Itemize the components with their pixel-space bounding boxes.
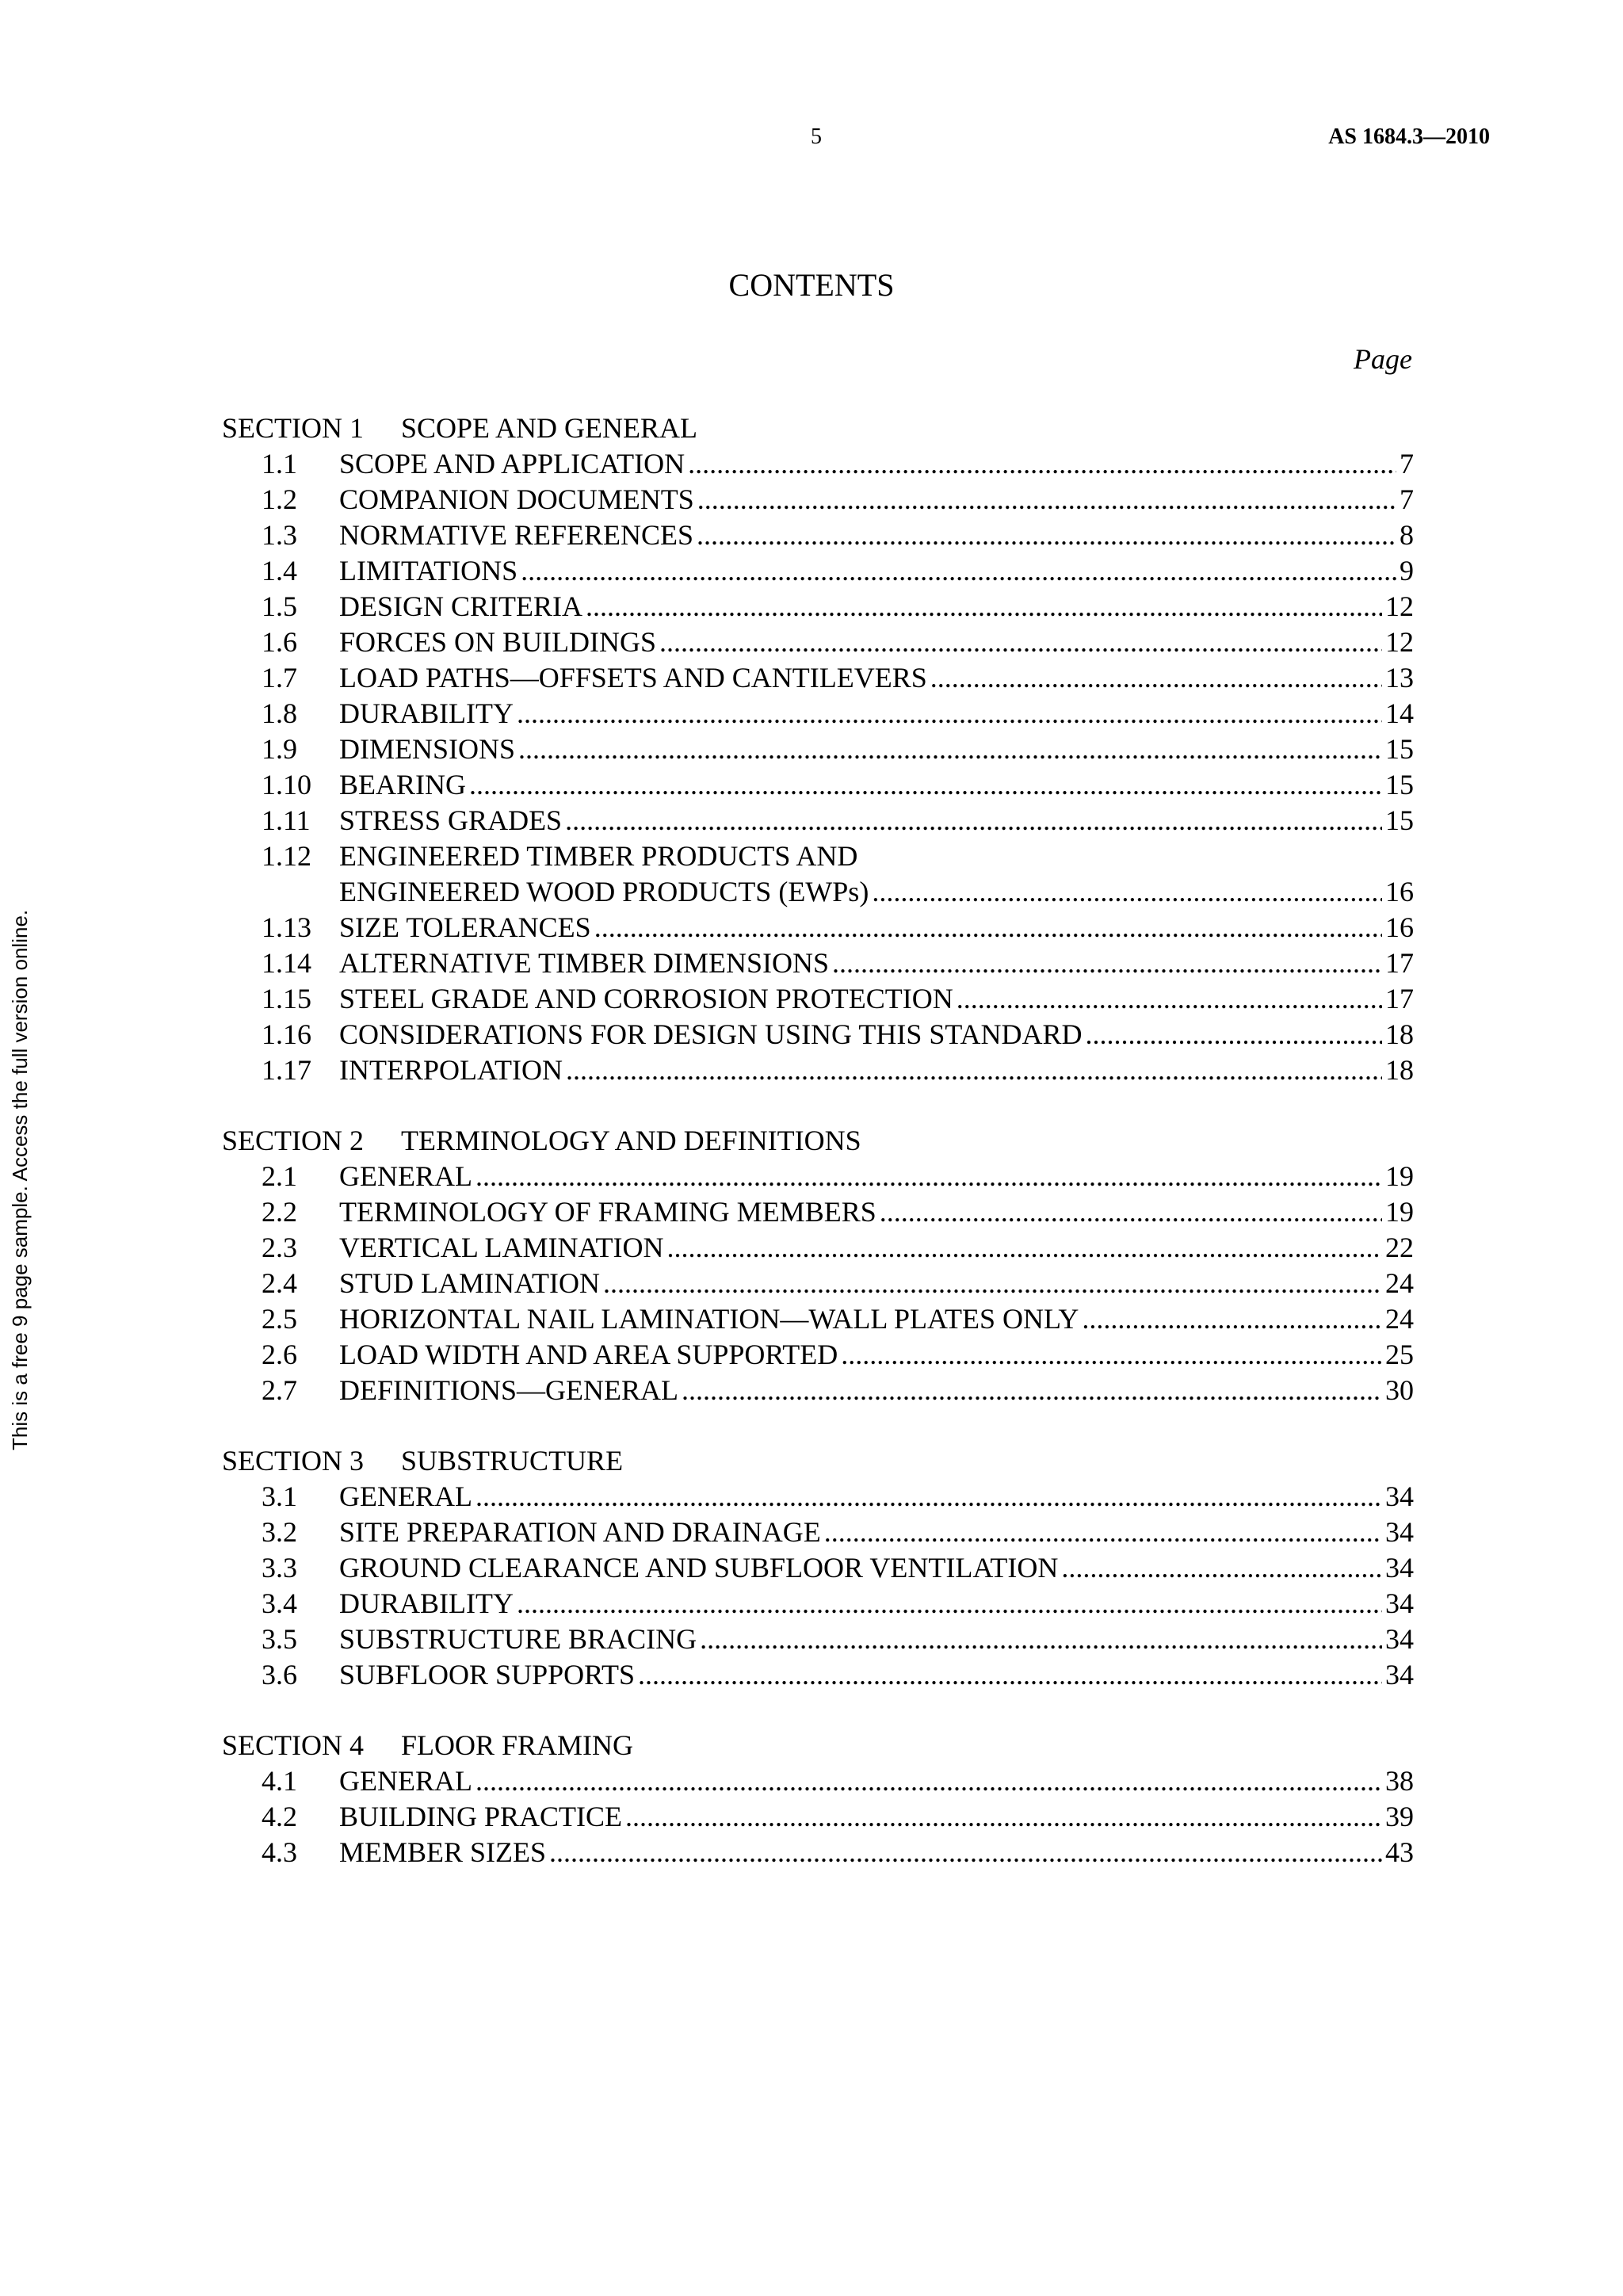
section-title: SUBSTRUCTURE [401,1445,624,1477]
toc-entry[interactable] [222,1301,1414,1337]
entry-number: 3.4 [262,1587,297,1619]
table-of-contents [222,411,1414,1905]
toc-entry[interactable] [222,1052,1414,1088]
toc-entry[interactable] [222,839,1414,910]
entry-title-line1: ENGINEERED TIMBER PRODUCTS AND [339,840,858,872]
entry-title: GENERAL [339,1765,472,1797]
entry-title: HORIZONTAL NAIL LAMINATION—WALL PLATES ONLY [339,1303,1079,1335]
entry-title: MEMBER SIZES [339,1836,547,1868]
entry-page-number: 8 [1400,519,1414,551]
entry-title: LOAD WIDTH AND AREA SUPPORTED [339,1339,838,1370]
entry-number: 1.2 [262,483,297,515]
entry-page-number: 16 [1385,876,1414,907]
dot-leader [594,910,1382,946]
toc-entry[interactable] [222,1194,1414,1230]
section-heading[interactable] [222,1443,1414,1479]
entry-page-number: 18 [1385,1018,1414,1050]
section-title: FLOOR FRAMING [401,1729,634,1761]
entry-number: 2.4 [262,1267,297,1299]
entry-title: SUBFLOOR SUPPORTS [339,1659,635,1690]
entry-title: GROUND CLEARANCE AND SUBFLOOR VENTILATION [339,1552,1059,1584]
entry-page-number: 34 [1385,1623,1414,1655]
entry-page-number: 22 [1385,1232,1414,1263]
entry-page-number: 19 [1385,1196,1414,1228]
entry-number: 3.5 [262,1623,297,1655]
dot-leader [517,696,1382,732]
entry-number: 2.7 [262,1374,297,1406]
dot-leader [841,1337,1382,1373]
dot-leader [475,1479,1382,1515]
entry-title: DURABILITY [339,1587,514,1619]
entry-number: 2.1 [262,1160,297,1192]
dot-leader [1086,1017,1382,1052]
dot-leader [824,1515,1382,1550]
toc-entry[interactable] [222,732,1414,767]
toc-entry[interactable] [222,1515,1414,1550]
entry-title-line2: ENGINEERED WOOD PRODUCTS (EWPs) [339,876,869,907]
entry-page-number: 18 [1385,1054,1414,1086]
toc-entry[interactable] [222,482,1414,518]
dot-leader [518,732,1382,767]
entry-page-number: 39 [1385,1801,1414,1832]
toc-section [222,1443,1414,1693]
toc-entry[interactable] [222,1799,1414,1835]
entry-number: 1.6 [262,626,297,658]
entry-title: GENERAL [339,1160,472,1192]
entry-title: GENERAL [339,1480,472,1512]
entry-number: 1.10 [262,769,311,800]
entry-page-number: 7 [1400,448,1414,479]
toc-entry[interactable] [222,589,1414,625]
entry-number: 3.1 [262,1480,297,1512]
entry-number: 1.5 [262,590,297,622]
section-label: SECTION 3 [222,1445,364,1477]
toc-entry[interactable] [222,1159,1414,1194]
section-heading[interactable] [222,1123,1414,1159]
toc-entry[interactable] [222,553,1414,589]
dot-leader [930,660,1382,696]
dot-leader [700,1622,1382,1657]
toc-entry[interactable] [222,1586,1414,1622]
entry-number: 1.16 [262,1018,311,1050]
dot-leader [566,1052,1382,1088]
entry-number: 1.3 [262,519,297,551]
entry-title: BEARING [339,769,466,800]
dot-leader [832,946,1382,981]
section-title: TERMINOLOGY AND DEFINITIONS [401,1125,861,1156]
entry-title: COMPANION DOCUMENTS [339,483,694,515]
entry-number: 3.6 [262,1659,297,1690]
page-number: 5 [811,124,822,149]
toc-section [222,1123,1414,1408]
dot-leader [659,625,1382,660]
toc-entry[interactable] [222,1337,1414,1373]
toc-entry[interactable] [222,660,1414,696]
dot-leader [517,1586,1382,1622]
entry-page-number: 17 [1385,947,1414,979]
entry-number: 1.15 [262,983,311,1014]
entry-page-number: 9 [1400,555,1414,586]
dot-leader [475,1159,1382,1194]
entry-number: 4.2 [262,1801,297,1832]
entry-number: 1.7 [262,662,297,693]
entry-title: LIMITATIONS [339,555,518,586]
entry-page-number: 12 [1385,626,1414,658]
entry-number: 2.5 [262,1303,297,1335]
entry-title: SIZE TOLERANCES [339,911,591,943]
sample-notice: This is a free 9 page sample. Access the full version online. [8,909,32,1450]
entry-title: DURABILITY [339,697,514,729]
entry-number: 1.8 [262,697,297,729]
dot-leader [625,1799,1382,1835]
entry-page-number: 19 [1385,1160,1414,1192]
entry-page-number: 7 [1400,483,1414,515]
entry-title [339,839,869,910]
toc-entry[interactable] [222,1622,1414,1657]
section-label: SECTION 4 [222,1729,364,1761]
entry-title: SUBSTRUCTURE BRACING [339,1623,697,1655]
entry-title: CONSIDERATIONS FOR DESIGN USING THIS STANDARD [339,1018,1083,1050]
entry-title: SCOPE AND APPLICATION [339,448,685,479]
entry-title: STRESS GRADES [339,804,563,836]
entry-title: STEEL GRADE AND CORROSION PROTECTION [339,983,953,1014]
toc-entry[interactable] [222,910,1414,946]
toc-section [222,411,1414,1088]
toc-entry[interactable] [222,767,1414,803]
entry-title: DEFINITIONS—GENERAL [339,1374,678,1406]
entry-page-number: 34 [1385,1659,1414,1690]
toc-entry[interactable] [222,1373,1414,1408]
entry-number: 2.2 [262,1196,297,1228]
entry-title: STUD LAMINATION [339,1267,600,1299]
toc-entry[interactable] [222,1550,1414,1586]
entry-number: 3.2 [262,1516,297,1548]
contents-title: CONTENTS [728,267,895,303]
entry-page-number: 13 [1385,662,1414,693]
toc-entry[interactable] [222,946,1414,981]
section-label: SECTION 2 [222,1125,364,1156]
entry-number: 1.9 [262,733,297,765]
section-title: SCOPE AND GENERAL [401,412,698,444]
toc-entry[interactable] [222,446,1414,482]
dot-leader [880,1194,1382,1230]
dot-leader [1061,1550,1382,1586]
entry-number: 1.17 [262,1054,311,1086]
entry-title: DESIGN CRITERIA [339,590,582,622]
dot-leader [603,1266,1382,1301]
entry-page-number: 34 [1385,1480,1414,1512]
dot-leader [682,1373,1382,1408]
entry-number: 1.1 [262,448,297,479]
entry-page-number: 24 [1385,1267,1414,1299]
toc-entry[interactable] [222,1763,1414,1799]
toc-entry[interactable] [222,1479,1414,1515]
dot-leader [475,1763,1382,1799]
dot-leader [957,981,1382,1017]
toc-entry[interactable] [222,625,1414,660]
entry-page-number: 16 [1385,911,1414,943]
dot-leader [549,1835,1382,1870]
dot-leader [469,767,1382,803]
entry-page-number: 34 [1385,1516,1414,1548]
toc-entry[interactable] [222,1657,1414,1693]
dot-leader [521,553,1396,589]
entry-title: SITE PREPARATION AND DRAINAGE [339,1516,821,1548]
page-column-heading: Page [1354,343,1412,375]
entry-page-number: 14 [1385,697,1414,729]
entry-number: 1.13 [262,911,311,943]
toc-entry[interactable] [222,981,1414,1017]
entry-page-number: 17 [1385,983,1414,1014]
entry-page-number: 12 [1385,590,1414,622]
entry-page-number: 43 [1385,1836,1414,1868]
dot-leader [1082,1301,1382,1337]
entry-title: DIMENSIONS [339,733,516,765]
section-label: SECTION 1 [222,412,364,444]
section-heading[interactable] [222,411,1414,446]
entry-title: NORMATIVE REFERENCES [339,519,694,551]
toc-entry[interactable] [222,1266,1414,1301]
entry-number: 1.12 [262,840,311,872]
dot-leader [872,874,1382,910]
entry-number: 4.1 [262,1765,297,1797]
entry-page-number: 34 [1385,1552,1414,1584]
toc-entry[interactable] [222,803,1414,839]
entry-number: 2.6 [262,1339,297,1370]
entry-title: INTERPOLATION [339,1054,563,1086]
entry-page-number: 24 [1385,1303,1414,1335]
dot-leader [666,1230,1382,1266]
toc-entry[interactable] [222,518,1414,553]
toc-entry[interactable] [222,1835,1414,1870]
dot-leader [638,1657,1382,1693]
entry-title: FORCES ON BUILDINGS [339,626,657,658]
entry-number: 1.11 [262,804,311,836]
entry-number: 1.4 [262,555,297,586]
toc-section [222,1728,1414,1870]
entry-title: TERMINOLOGY OF FRAMING MEMBERS [339,1196,876,1228]
entry-number: 3.3 [262,1552,297,1584]
entry-page-number: 15 [1385,804,1414,836]
entry-number: 4.3 [262,1836,297,1868]
toc-entry[interactable] [222,1230,1414,1266]
entry-title: VERTICAL LAMINATION [339,1232,664,1263]
toc-entry[interactable] [222,696,1414,732]
toc-entry[interactable] [222,1017,1414,1052]
entry-page-number: 34 [1385,1587,1414,1619]
dot-leader [565,803,1382,839]
dot-leader [586,589,1382,625]
entry-page-number: 15 [1385,769,1414,800]
entry-title: BUILDING PRACTICE [339,1801,622,1832]
document-id: AS 1684.3—2010 [1328,124,1490,149]
dot-leader [697,518,1396,553]
entry-page-number: 25 [1385,1339,1414,1370]
section-heading[interactable] [222,1728,1414,1763]
entry-number: 2.3 [262,1232,297,1263]
entry-number: 1.14 [262,947,311,979]
entry-title: LOAD PATHS—OFFSETS AND CANTILEVERS [339,662,927,693]
entry-page-number: 38 [1385,1765,1414,1797]
entry-page-number: 15 [1385,733,1414,765]
dot-leader [697,482,1396,518]
dot-leader [688,446,1396,482]
entry-page-number: 30 [1385,1374,1414,1406]
entry-title: ALTERNATIVE TIMBER DIMENSIONS [339,947,830,979]
